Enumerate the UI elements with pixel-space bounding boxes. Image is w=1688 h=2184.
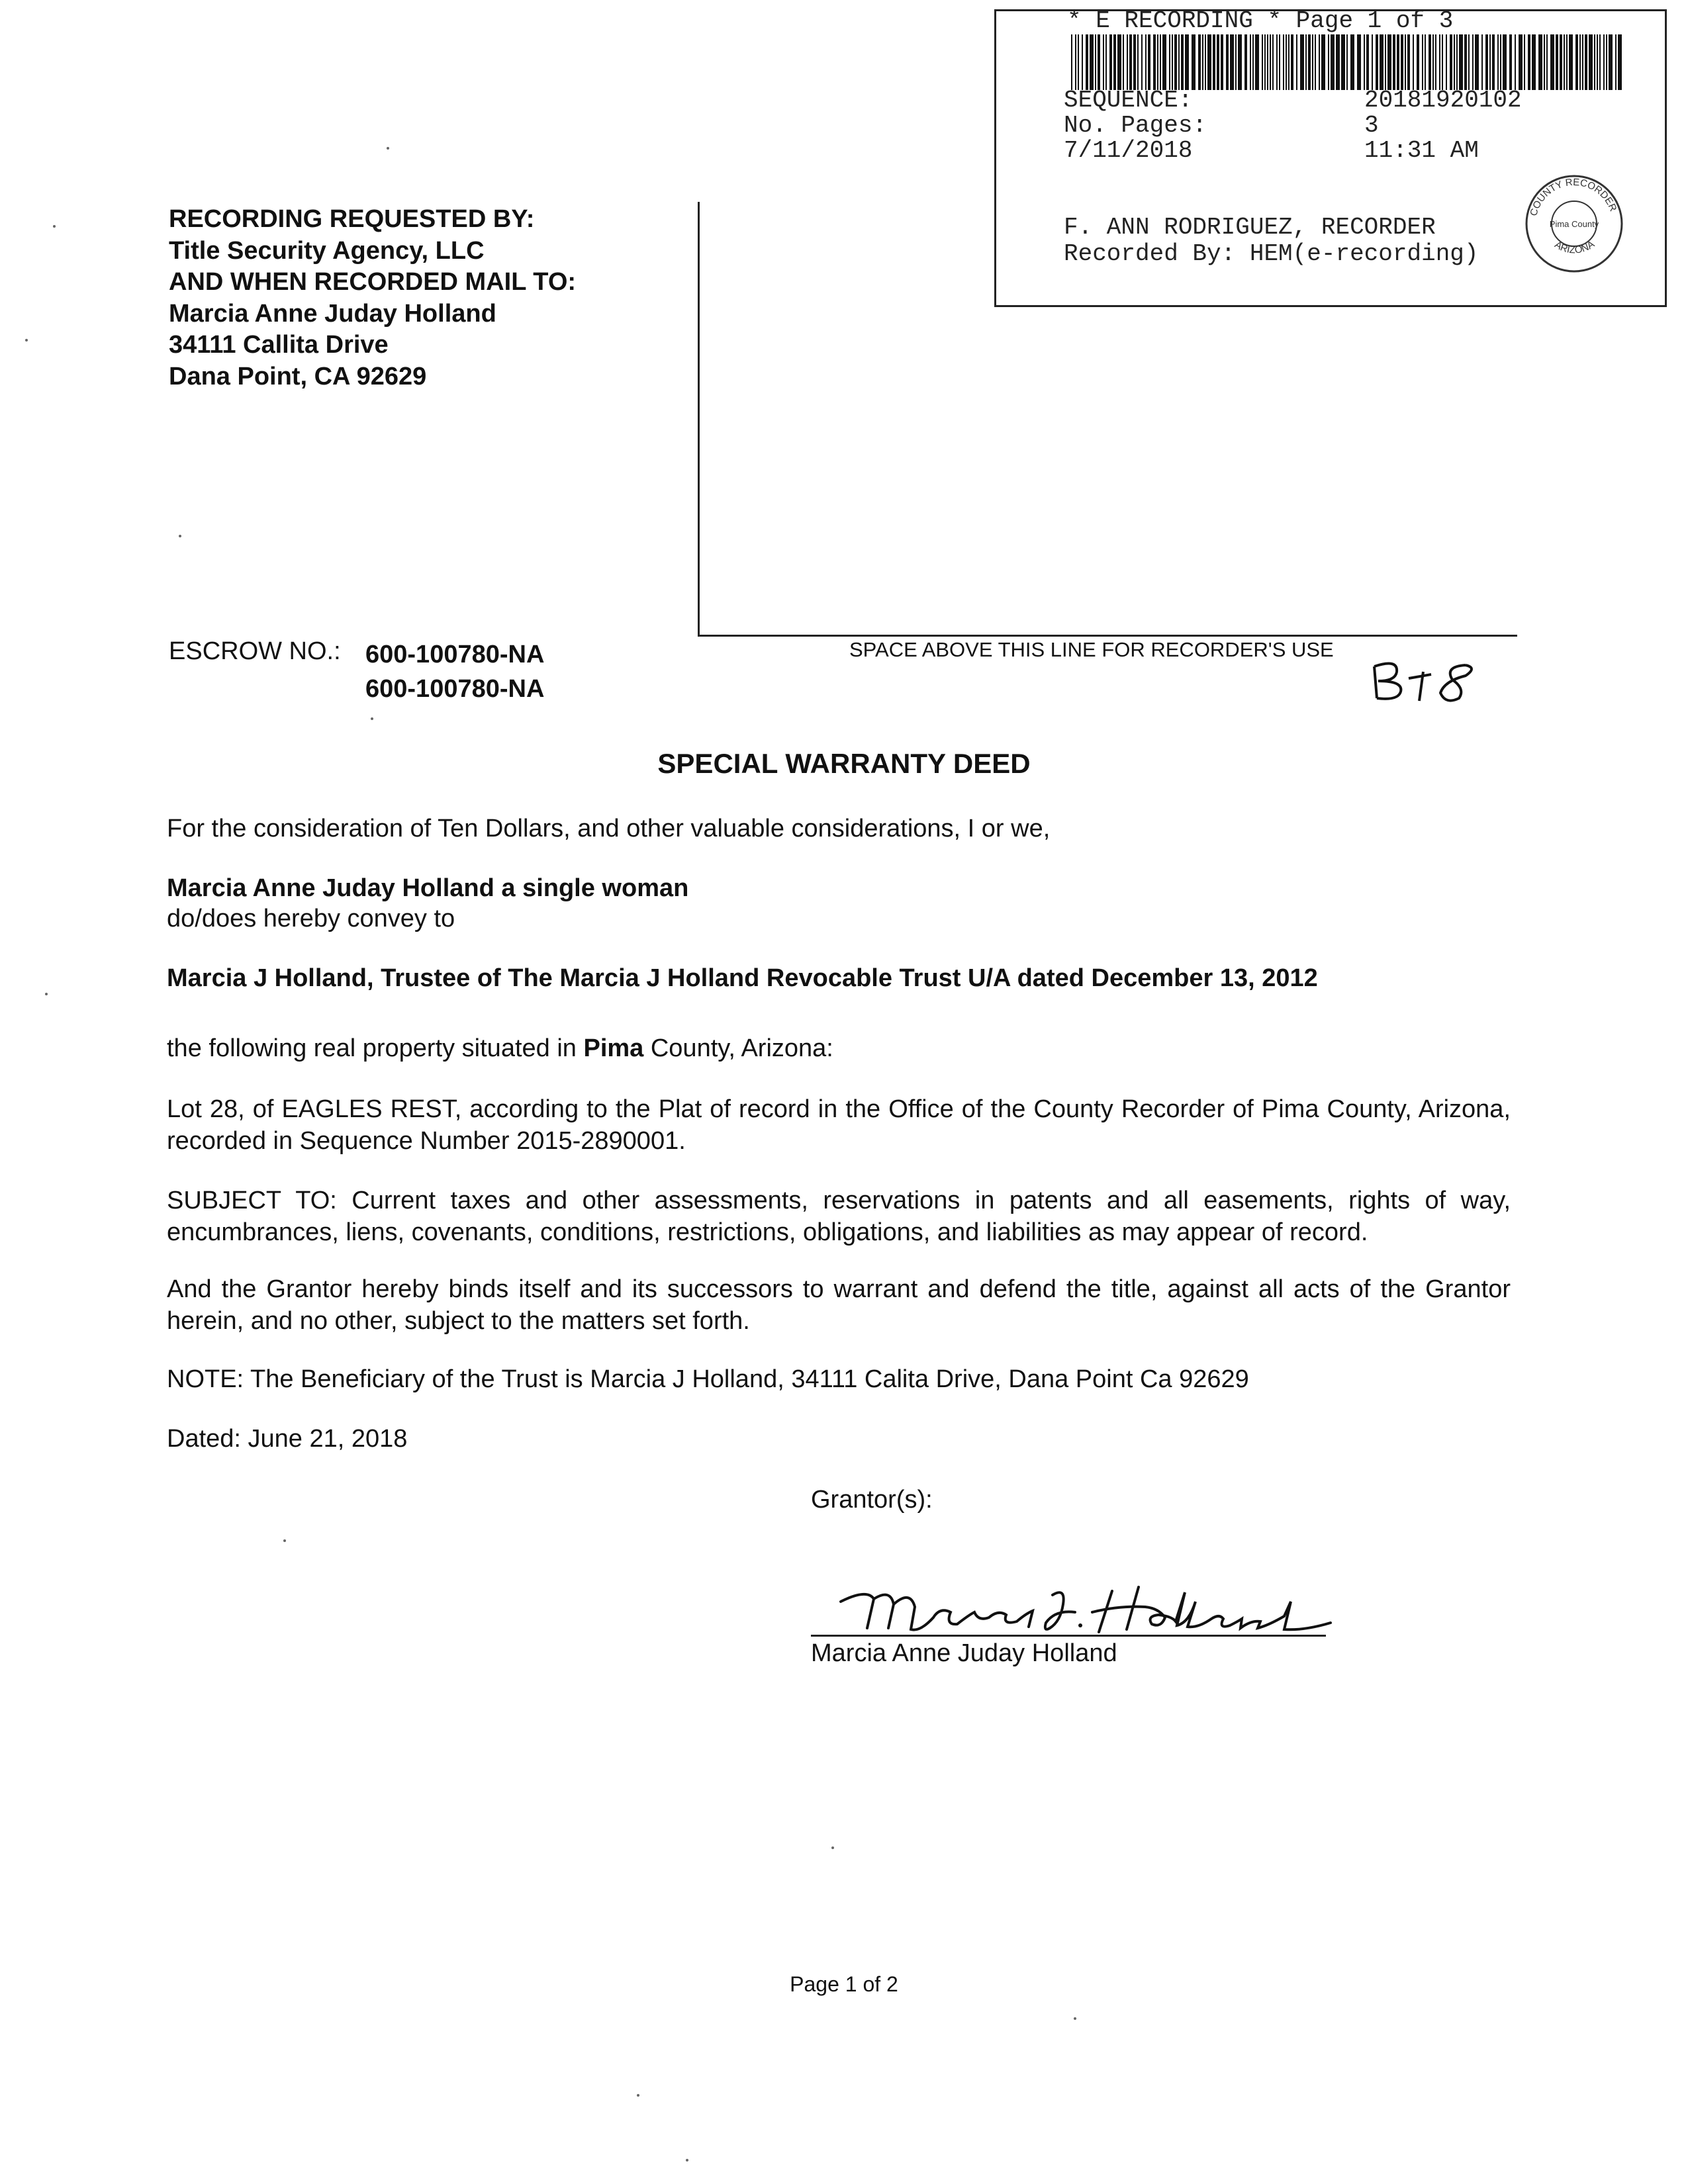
recording-header: * E RECORDING * Page 1 of 3 (1067, 7, 1454, 34)
scan-speck (179, 535, 181, 537)
grantor-signature (827, 1575, 1344, 1641)
scan-speck (25, 339, 28, 341)
escrow-values (365, 637, 544, 706)
handwritten-mark (1366, 652, 1492, 705)
seal-center-text: Pima County (1549, 219, 1599, 229)
barcode (1071, 34, 1627, 90)
recorder-space-note: SPACE ABOVE THIS LINE FOR RECORDER'S USE (849, 638, 1334, 661)
sequence-label: SEQUENCE: (1064, 87, 1193, 114)
warrant-text: And the Grantor hereby binds itself and its successors to warrant and defend the title, against all acts of the Grantor herein, and no other, subject to the matters set forth. (167, 1275, 1511, 1335)
signature-line (811, 1635, 1326, 1637)
consideration-text: For the consideration of Ten Dollars, and other valuable considerations, I or we, (167, 815, 1051, 842)
recorder-space-divider-horizontal (698, 635, 1517, 637)
signer-name: Marcia Anne Juday Holland (811, 1639, 1117, 1667)
seal-bottom-text: ARIZONA (1552, 238, 1597, 256)
grantee-name: Marcia J Holland, Trustee of The Marcia J Holland Revocable Trust U/A dated December 13, 2012 (167, 964, 1318, 992)
requested-line-2: Title Security Agency, LLC (169, 236, 485, 265)
scan-speck (45, 993, 48, 995)
scan-speck (371, 717, 373, 720)
property-prefix: the following real property situated in (167, 1034, 584, 1062)
property-location (167, 1032, 833, 1064)
scan-speck (831, 1846, 834, 1849)
seal-top-text: COUNTY RECORDER (1528, 176, 1619, 218)
scan-speck (637, 2094, 639, 2097)
page-number: Page 1 of 2 (790, 1972, 898, 1996)
beneficiary-note: NOTE: The Beneficiary of the Trust is Marcia J Holland, 34111 Calita Drive, Dana Point Ca 92629 (167, 1365, 1249, 1393)
requested-line-3: AND WHEN RECORDED MAIL TO: (169, 268, 577, 296)
scan-speck (686, 2159, 688, 2161)
deed-title: SPECIAL WARRANTY DEED (657, 748, 1031, 779)
record-date: 7/11/2018 (1064, 137, 1193, 164)
escrow-number-2: 600-100780-NA (365, 675, 545, 703)
property-suffix: County, Arizona: (643, 1034, 833, 1062)
legal-description: Lot 28, of EAGLES REST, according to the Plat of record in the Office of the County Recorder of Pima County, Arizona, recorded in Sequence Number 2015-2890001. (167, 1095, 1511, 1155)
requested-line-5: 34111 Callita Drive (169, 331, 389, 359)
county-seal (1524, 173, 1624, 274)
recorder-space-divider-vertical (698, 202, 700, 635)
escrow-label: ESCROW NO.: (169, 637, 341, 665)
escrow-number-1: 600-100780-NA (365, 641, 545, 668)
grantor-name: Marcia Anne Juday Holland a single woman (167, 874, 689, 902)
scan-speck (387, 147, 389, 150)
convey-text: do/does hereby convey to (167, 905, 455, 933)
recording-requested-block (169, 204, 576, 392)
requested-line-1: RECORDING REQUESTED BY: (169, 205, 535, 233)
scan-speck (1074, 2017, 1076, 2020)
scan-speck (53, 225, 56, 228)
dated-text: Dated: June 21, 2018 (167, 1425, 408, 1453)
record-time: 11:31 AM (1364, 137, 1479, 164)
grantors-label: Grantor(s): (811, 1486, 933, 1514)
requested-line-6: Dana Point, CA 92629 (169, 362, 427, 390)
recorded-by: Recorded By: HEM(e-recording) (1064, 240, 1479, 267)
sequence-value: 20181920102 (1364, 87, 1522, 114)
requested-line-4: Marcia Anne Juday Holland (169, 299, 496, 328)
subject-to-text: SUBJECT TO: Current taxes and other assessments, reservations in patents and all easements, rights of way, encumbrances, liens, covenants, conditions, restrictions, obligations, and liabilities as may appear of record. (167, 1187, 1511, 1246)
recorder-name: F. ANN RODRIGUEZ, RECORDER (1064, 214, 1436, 241)
property-county: Pima (583, 1034, 644, 1062)
scan-speck (283, 1539, 286, 1542)
pages-value: 3 (1364, 112, 1379, 139)
pages-label: No. Pages: (1064, 112, 1207, 139)
